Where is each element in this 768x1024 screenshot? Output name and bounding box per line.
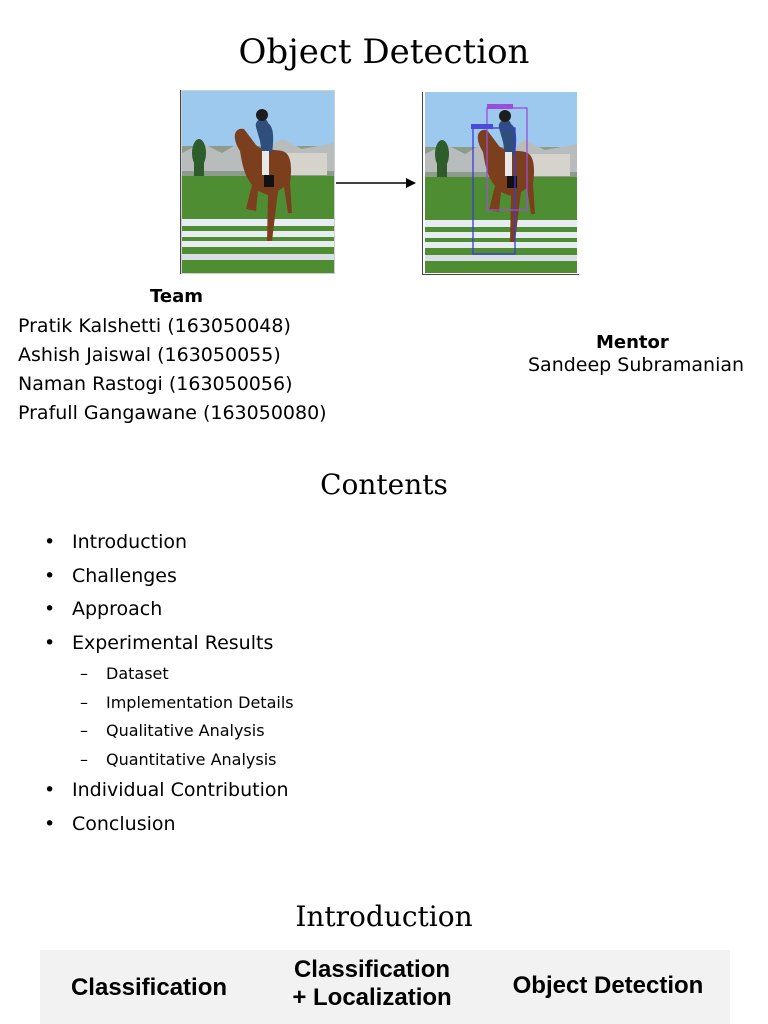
slide-title-contents: Contents xyxy=(320,468,448,501)
team-list xyxy=(18,312,327,428)
contents-item: • Challenges xyxy=(44,564,177,587)
input-image-axes xyxy=(180,90,333,274)
detected-horse-photo xyxy=(423,92,579,273)
contents-item: • Conclusion xyxy=(44,812,176,835)
right-arrow-icon xyxy=(336,175,418,191)
contents-subitem: – Implementation Details xyxy=(80,692,294,712)
team-member: Pratik Kalshetti (163050048) xyxy=(18,315,291,337)
slide-title-introduction: Introduction xyxy=(295,900,473,933)
classification-label: Classification xyxy=(70,974,228,1001)
classification-localization-label: Classification + Localization xyxy=(292,956,452,1011)
contents-subitem: – Qualitative Analysis xyxy=(80,721,265,740)
contents-list xyxy=(44,526,644,841)
contents-item: • Introduction xyxy=(44,531,188,553)
object-detection-label: Object Detection xyxy=(512,972,704,999)
contents-item: • Individual Contribution xyxy=(44,779,289,801)
team-member: Naman Rastogi (163050056) xyxy=(18,373,293,395)
contents-item: • Approach xyxy=(44,598,163,620)
detection-image-axes xyxy=(422,92,579,275)
team-member: Prafull Gangawane (163050080) xyxy=(18,402,327,424)
team-member: Ashish Jaiswal (163050055) xyxy=(18,344,281,366)
mentor-name: Sandeep Subramanian xyxy=(528,354,745,376)
contents-subitem: – Dataset xyxy=(80,664,169,683)
team-heading: Team xyxy=(150,286,203,307)
input-horse-photo xyxy=(181,90,335,274)
contents-subitem: – Quantitative Analysis xyxy=(80,749,277,769)
slide-title-object-detection: Object Detection xyxy=(238,32,530,72)
mentor-heading: Mentor xyxy=(596,332,669,353)
contents-item: • Experimental Results xyxy=(44,631,274,654)
